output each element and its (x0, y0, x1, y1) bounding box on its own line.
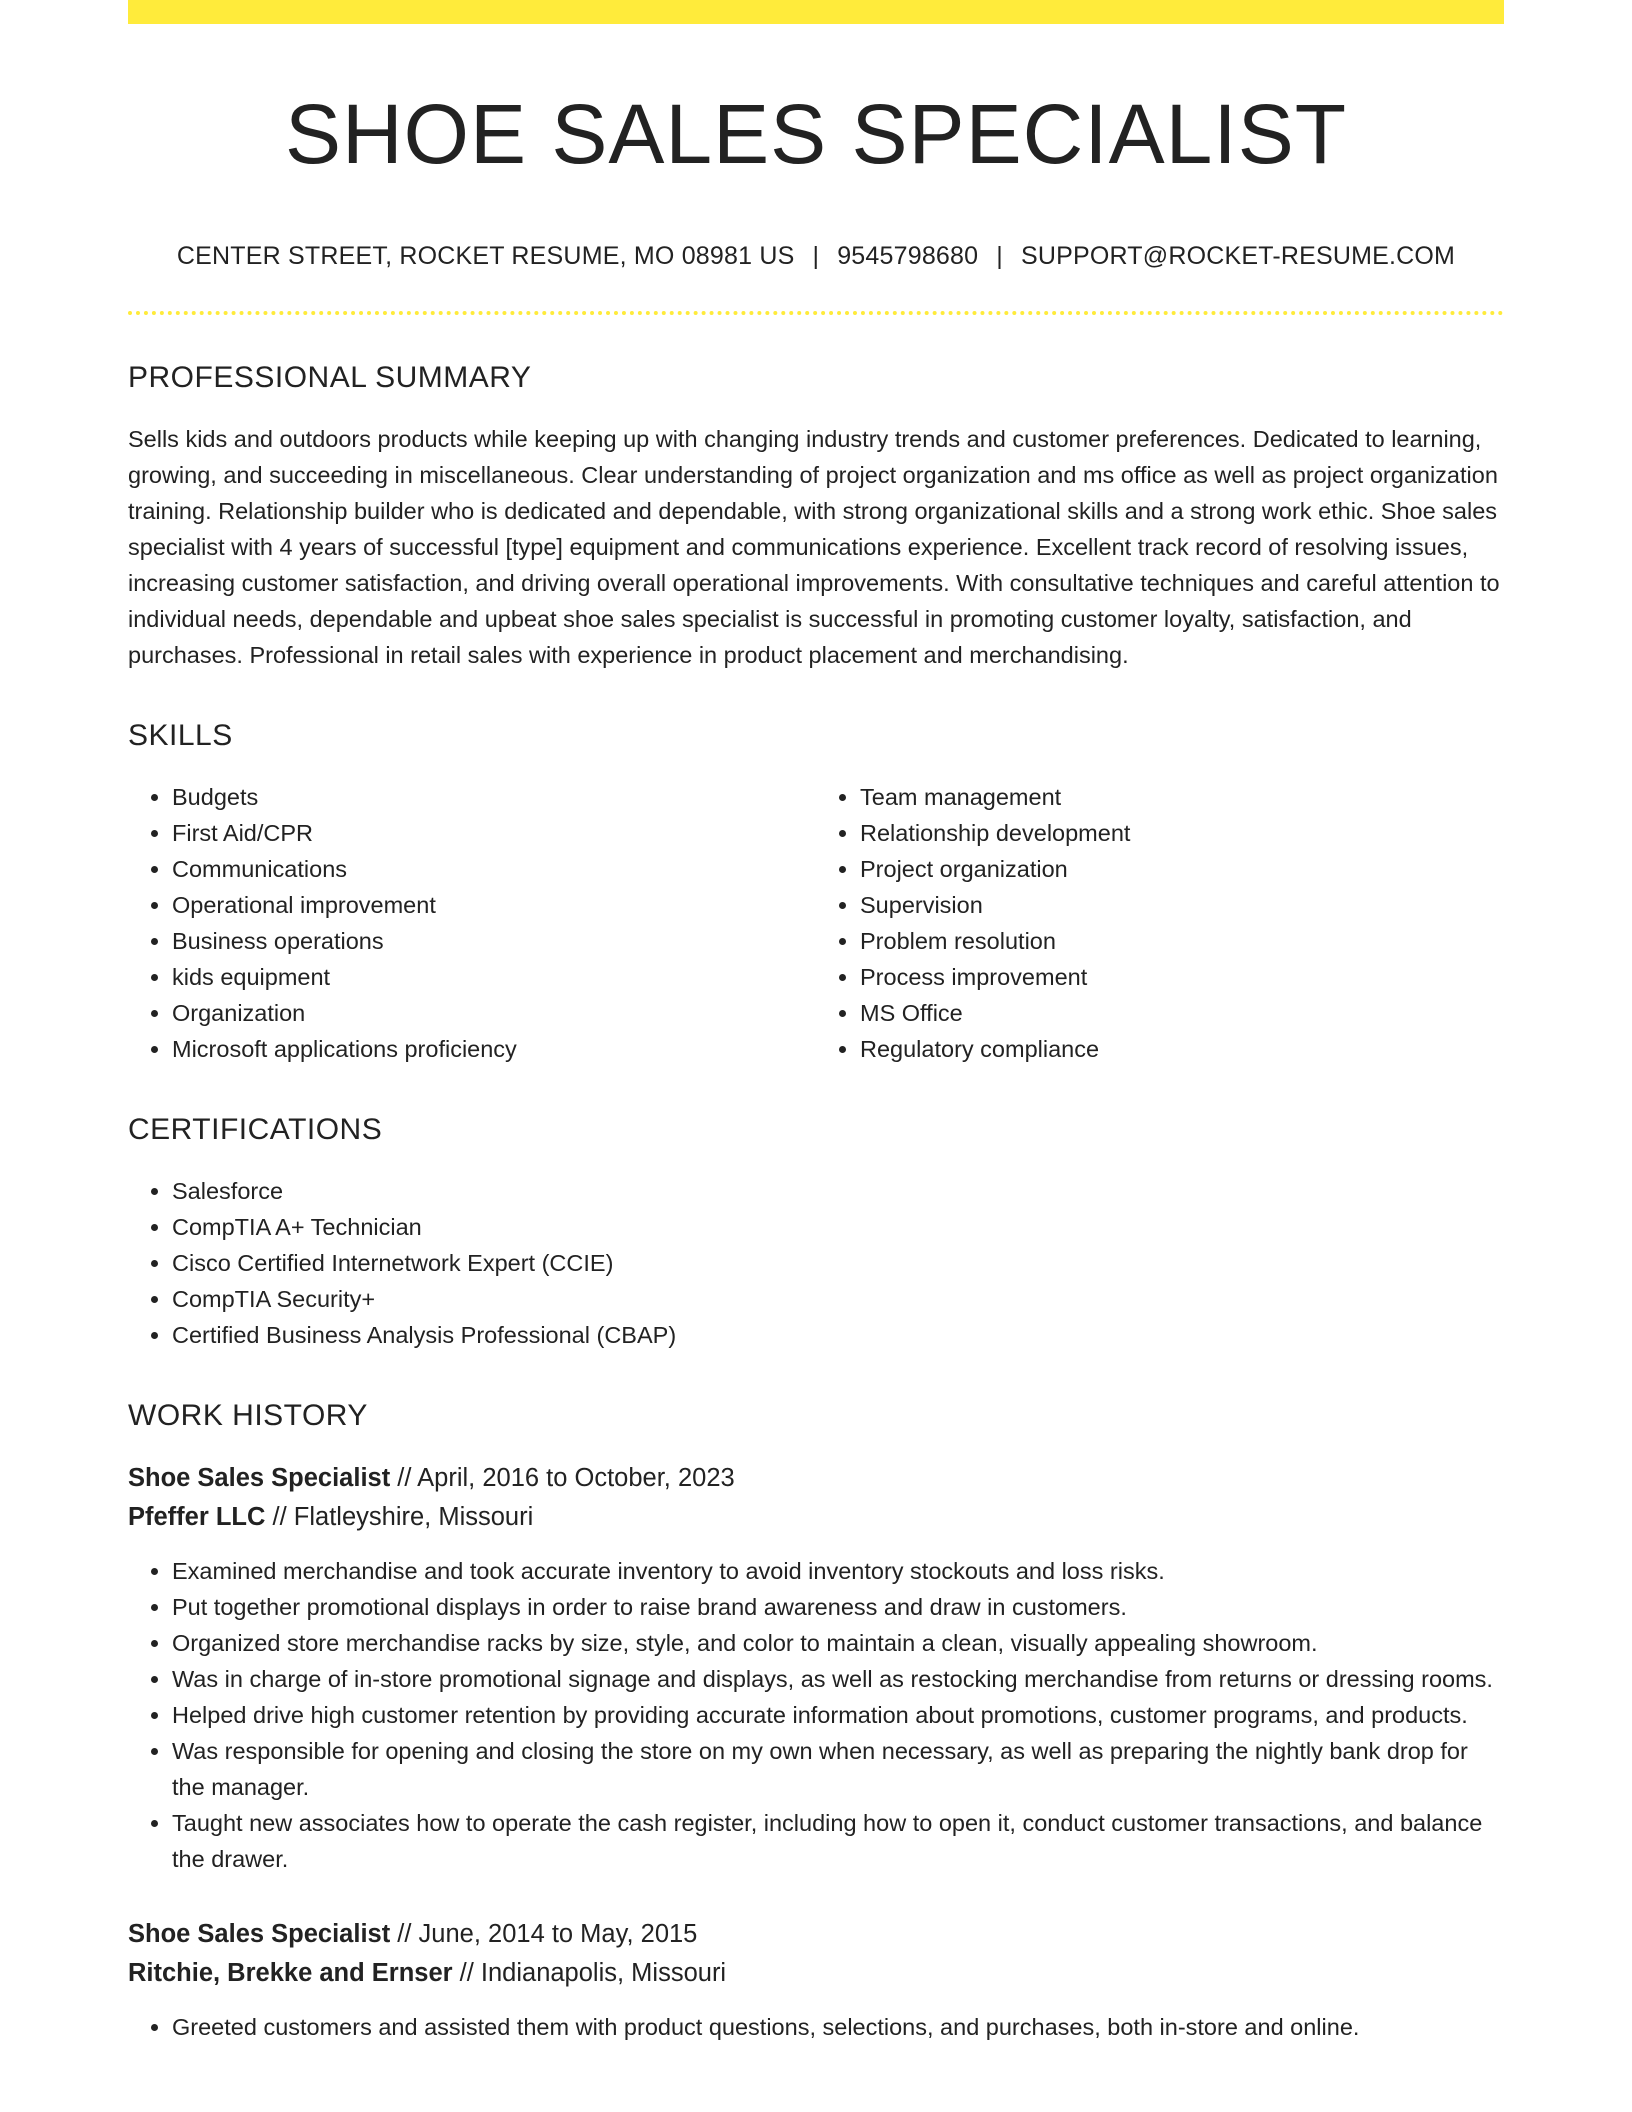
summary-heading: PROFESSIONAL SUMMARY (128, 361, 532, 395)
job-company: Ritchie, Brekke and Ernser (128, 1959, 453, 1988)
job-role: Shoe Sales Specialist (128, 1464, 391, 1493)
job-duty: • Put together promotional displays in order to raise brand awareness and draw in customers. (172, 1589, 1504, 1625)
contact-line (128, 242, 1504, 271)
certifications-heading: CERTIFICATIONS (128, 1113, 383, 1147)
resume-title: SHOE SALES SPECIALIST (284, 87, 1348, 181)
top-accent-bar (128, 0, 1504, 24)
skill-item: • Team management (860, 779, 1504, 815)
certification-item: • CompTIA A+ Technician (172, 1209, 1504, 1245)
skill-item: • Operational improvement (172, 887, 816, 923)
job-duty: • Was responsible for opening and closing the store on my own when necessary, as well as preparing the nightly bank drop for the manager. (172, 1733, 1504, 1805)
skills-column-left (128, 779, 816, 1067)
job-title-line (128, 1459, 1504, 1498)
skills-column-right (816, 779, 1504, 1067)
certification-item: • CompTIA Security+ (172, 1281, 1504, 1317)
skill-item: • MS Office (860, 995, 1504, 1031)
contact-address: CENTER STREET, ROCKET RESUME, MO 08981 US (176, 242, 795, 271)
job-duties-list (128, 1553, 1504, 1877)
certifications-list (128, 1173, 1504, 1353)
job-entry (128, 1915, 1504, 2045)
job-duty: • Greeted customers and assisted them with product questions, selections, and purchases, both in-store and online. (172, 2009, 1504, 2045)
skill-item: • Regulatory compliance (860, 1031, 1504, 1067)
job-entry (128, 1459, 1504, 1877)
resume-page (128, 0, 1504, 2045)
skill-item: • Communications (172, 851, 816, 887)
job-duties-list (128, 2009, 1504, 2045)
job-dates: // June, 2014 to May, 2015 (390, 1920, 698, 1949)
skills-list (128, 779, 1504, 1067)
job-company: Pfeffer LLC (128, 1503, 266, 1532)
job-duty: • Organized store merchandise racks by size, style, and color to maintain a clean, visually appealing showroom. (172, 1625, 1504, 1661)
skill-item: • Organization (172, 995, 816, 1031)
skill-item: • Process improvement (860, 959, 1504, 995)
skill-item: • Project organization (860, 851, 1504, 887)
contact-separator: | (996, 242, 1003, 271)
job-dates: // April, 2016 to October, 2023 (390, 1464, 735, 1493)
certification-item: • Certified Business Analysis Professional (CBAP) (172, 1317, 1504, 1353)
job-location: // Flatleyshire, Missouri (265, 1503, 534, 1532)
header-divider (128, 311, 1504, 315)
job-duty: • Was in charge of in-store promotional signage and displays, as well as restocking merchandise from returns or dressing rooms. (172, 1661, 1504, 1697)
skills-heading: SKILLS (128, 719, 233, 753)
skill-item: • Relationship development (860, 815, 1504, 851)
certification-item: • Salesforce (172, 1173, 1504, 1209)
contact-email: SUPPORT@ROCKET-RESUME.COM (1020, 242, 1456, 271)
skill-item: • Problem resolution (860, 923, 1504, 959)
contact-phone: 9545798680 (837, 242, 979, 271)
certification-item: • Cisco Certified Internetwork Expert (CCIE) (172, 1245, 1504, 1281)
summary-text: Sells kids and outdoors products while keeping up with changing industry trends and customer preferences. Dedicated to learning, growing, and succeeding in miscellaneous. Clear understanding of project organization and ms office as well as project organization training. Relationship builder who is dedicated and dependable, with strong organizational skills and a strong work ethic. Shoe sales specialist with 4 years of successful [type] equipment and communications experience. Excellent track record of resolving issues, increasing customer satisfaction, and driving overall operational improvements. With consultative techniques and careful attention to individual needs, dependable and upbeat shoe sales specialist is successful in promoting customer loyalty, satisfaction, and purchases. Professional in retail sales with experience in product placement and merchandising. (128, 426, 1500, 669)
job-duty: • Helped drive high customer retention by providing accurate information about promotions, customer programs, and products. (172, 1697, 1504, 1733)
job-duty: • Taught new associates how to operate the cash register, including how to open it, conduct customer transactions, and balance the drawer. (172, 1805, 1504, 1877)
job-company-line (128, 1498, 1504, 1537)
skill-item: • Supervision (860, 887, 1504, 923)
job-duty: • Examined merchandise and took accurate inventory to avoid inventory stockouts and loss risks. (172, 1553, 1504, 1589)
contact-separator: | (812, 242, 820, 271)
skill-item: • First Aid/CPR (172, 815, 816, 851)
job-role: Shoe Sales Specialist (128, 1920, 391, 1949)
job-title-line (128, 1915, 1504, 1954)
skill-item: • kids equipment (172, 959, 816, 995)
skill-item: • Microsoft applications proficiency (172, 1031, 816, 1067)
skill-item: • Business operations (172, 923, 816, 959)
job-location: // Indianapolis, Missouri (452, 1959, 727, 1988)
skill-item: • Budgets (172, 779, 816, 815)
job-company-line (128, 1954, 1504, 1993)
work-history-heading: WORK HISTORY (128, 1399, 368, 1433)
